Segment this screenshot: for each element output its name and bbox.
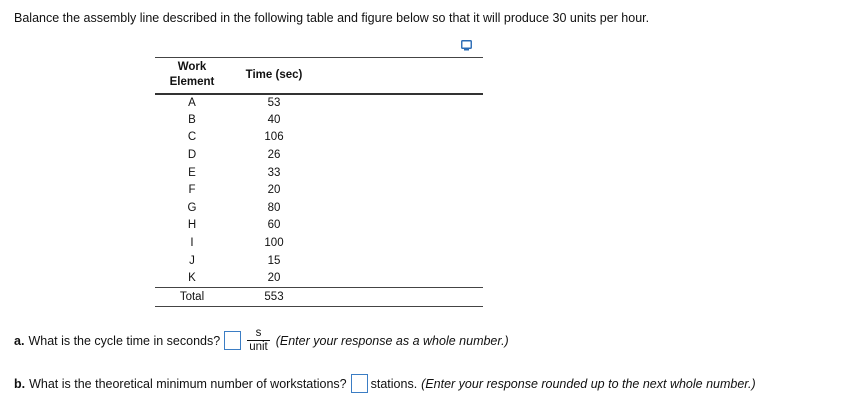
question-a-letter: a. bbox=[14, 333, 25, 348]
table-row bbox=[155, 181, 483, 199]
table-row bbox=[155, 94, 483, 112]
work-element-cell: A bbox=[188, 96, 196, 109]
time-cell: 80 bbox=[267, 201, 281, 214]
workstations-input[interactable] bbox=[351, 374, 368, 393]
header-work-element: Work Element bbox=[169, 61, 215, 89]
work-element-cell: J bbox=[189, 254, 195, 267]
table-row bbox=[155, 111, 483, 129]
table-row bbox=[155, 164, 483, 182]
work-element-cell: H bbox=[187, 219, 197, 232]
table-row bbox=[155, 269, 483, 287]
table-row bbox=[155, 199, 483, 217]
work-element-cell: D bbox=[187, 149, 197, 162]
time-cell: 100 bbox=[264, 237, 284, 250]
table-row bbox=[155, 217, 483, 235]
time-cell: 15 bbox=[267, 254, 281, 267]
time-cell: 33 bbox=[267, 166, 281, 179]
total-label: Total bbox=[179, 290, 205, 303]
work-element-cell: E bbox=[188, 166, 196, 179]
time-cell: 40 bbox=[267, 113, 281, 126]
time-cell: 53 bbox=[267, 96, 281, 109]
question-b-text: What is the theoretical minimum number of workstations? bbox=[29, 376, 347, 391]
work-element-cell: K bbox=[188, 271, 196, 284]
work-element-cell: G bbox=[187, 201, 197, 214]
stations-unit: stations. bbox=[370, 376, 418, 391]
work-element-cell: C bbox=[187, 131, 197, 144]
question-a bbox=[14, 327, 509, 354]
copy-icon[interactable] bbox=[461, 40, 472, 51]
question-a-note: (Enter your response as a whole number.) bbox=[275, 333, 509, 348]
unit-numerator: s bbox=[255, 327, 262, 339]
work-element-cell: I bbox=[190, 237, 194, 250]
total-row bbox=[155, 287, 483, 306]
header-time: Time (sec) bbox=[245, 69, 303, 82]
total-value: 553 bbox=[264, 290, 284, 303]
problem-statement: Balance the assembly line described in the following table and figure below so that it will produce 30 units per hour. bbox=[14, 11, 650, 25]
unit-denominator: unit bbox=[249, 341, 268, 353]
question-b-note: (Enter your response rounded up to the next whole number.) bbox=[421, 376, 756, 391]
time-cell: 106 bbox=[264, 131, 284, 144]
work-element-cell: F bbox=[188, 184, 196, 197]
question-b-letter: b. bbox=[14, 376, 26, 391]
table-row bbox=[155, 252, 483, 270]
table-row bbox=[155, 234, 483, 252]
table-row bbox=[155, 129, 483, 147]
time-cell: 20 bbox=[267, 184, 281, 197]
unit-fraction bbox=[247, 327, 270, 354]
table-row bbox=[155, 146, 483, 164]
question-b bbox=[14, 374, 756, 393]
table-header-row bbox=[155, 58, 483, 94]
work-element-table bbox=[155, 57, 483, 307]
cycle-time-input[interactable] bbox=[224, 331, 241, 350]
time-cell: 20 bbox=[267, 271, 281, 284]
work-element-cell: B bbox=[188, 113, 196, 126]
time-cell: 26 bbox=[267, 149, 281, 162]
time-cell: 60 bbox=[267, 219, 281, 232]
question-a-text: What is the cycle time in seconds? bbox=[28, 333, 221, 348]
